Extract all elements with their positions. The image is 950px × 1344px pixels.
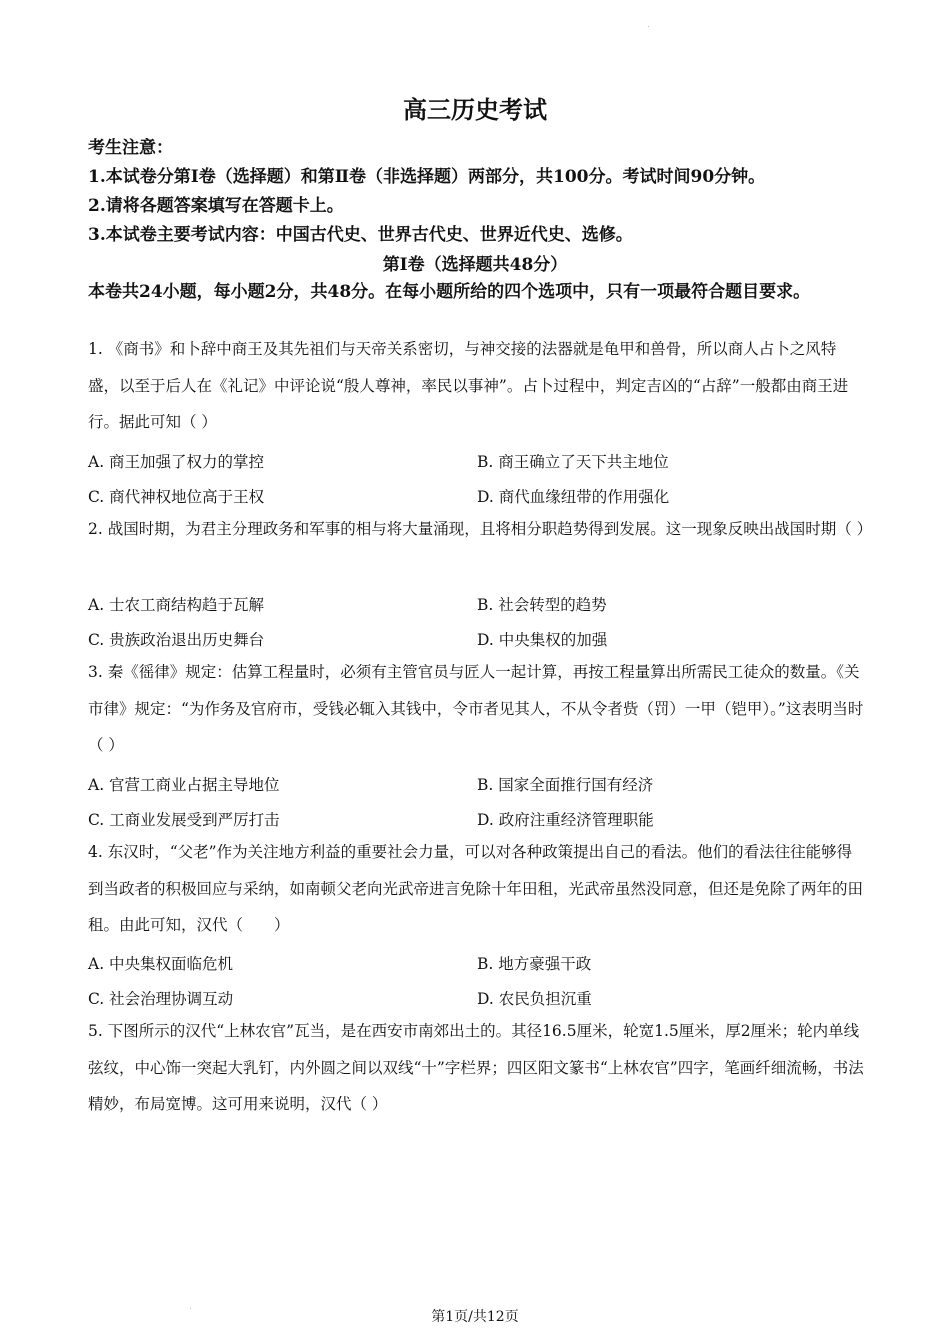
section-instruction: 本卷共24小题，每小题2分，共48分。在每小题所给的四个选项中，只有一项最符合题目要求。 [88, 282, 811, 302]
question-stem: 4. 东汉时，“父老”作为关注地方利益的重要社会力量，可以对各种政策提出自己的看法。他们的看法往往能够得到当政者的积极回应与采纳，如南顿父老向光武帝进言免除十年田租，光武帝虽然没同意，但还是免除了两年的田租。由此可知，汉代（ ） [88, 843, 864, 934]
option-b: B. 商王确立了天下共主地位 [477, 453, 669, 471]
option-d: D. 农民负担沉重 [477, 990, 592, 1008]
question-stem: 2. 战国时期，为君主分理政务和军事的相与将大量涌现，且将相分职趋势得到发展。这一现象反映出战国时期（ ） [88, 520, 873, 538]
option-d: D. 商代血缘纽带的作用强化 [477, 488, 670, 506]
option-c: C. 社会治理协调互动 [88, 990, 234, 1008]
notice-item: 1.本试卷分第Ⅰ卷（选择题）和第Ⅱ卷（非选择题）两部分，共100分。考试时间90分钟。 [88, 167, 766, 187]
option-a: A. 商王加强了权力的掌控 [88, 453, 265, 471]
option-c: C. 工商业发展受到严厉打击 [88, 811, 280, 829]
notice-heading: 考生注意： [88, 138, 173, 158]
option-b: B. 社会转型的趋势 [477, 596, 607, 614]
notice-item: 2.请将各题答案填写在答题卡上。 [88, 196, 344, 216]
option-c: C. 贵族政治退出历史舞台 [88, 631, 265, 649]
question-stem: 3. 秦《徭律》规定：估算工程量时，必须有主管官员与匠人一起计算，再按工程量算出所需民工徒众的数量。《关市律》规定：“为作务及官府市，受钱必辄入其钱中，令市者见其人，不从令者赀（罚）一甲（铠甲）。”这表明当时（ ） [88, 663, 864, 754]
option-b: B. 地方豪强干政 [477, 955, 592, 973]
candidate-notice [88, 134, 868, 250]
option-a: A. 中央集权面临危机 [88, 955, 234, 973]
option-a: A. 官营工商业占据主导地位 [88, 776, 280, 794]
section-title: 第Ⅰ卷（选择题共48分） [382, 255, 568, 275]
option-a: A. 士农工商结构趋于瓦解 [88, 596, 265, 614]
option-c: C. 商代神权地位高于王权 [88, 488, 265, 506]
question-stem: 5. 下图所示的汉代“上林农官”瓦当，是在西安市南郊出土的。其径16.5厘米，轮宽1.5厘米，厚2厘米；轮内单线弦纹，中心饰一突起大乳钉，内外圆之间以双线“十”字栏界；四区阳文篆书“上林农官”四字，笔画纤细流畅，书法精妙，布局宽博。这可用来说明，汉代（ ） [88, 1022, 864, 1113]
page-footer: 第1页/共12页 [431, 1309, 519, 1325]
question-stem: 1. 《商书》和卜辞中商王及其先祖们与天帝关系密切，与神交接的法器就是龟甲和兽骨，所以商人占卜之风特盛，以至于后人在《礼记》中评论说“殷人尊神，率民以事神”。占卜过程中，判定吉凶的“占辞”一般都由商王进行。据此可知（ ） [88, 340, 849, 431]
option-d: D. 政府注重经济管理职能 [477, 811, 654, 829]
option-b: B. 国家全面推行国有经济 [477, 776, 654, 794]
scan-speck [648, 26, 649, 27]
notice-item: 3.本试卷主要考试内容：中国古代史、世界古代史、世界近代史、选修。 [88, 225, 633, 245]
option-d: D. 中央集权的加强 [477, 631, 608, 649]
exam-title: 高三历史考试 [403, 95, 547, 124]
